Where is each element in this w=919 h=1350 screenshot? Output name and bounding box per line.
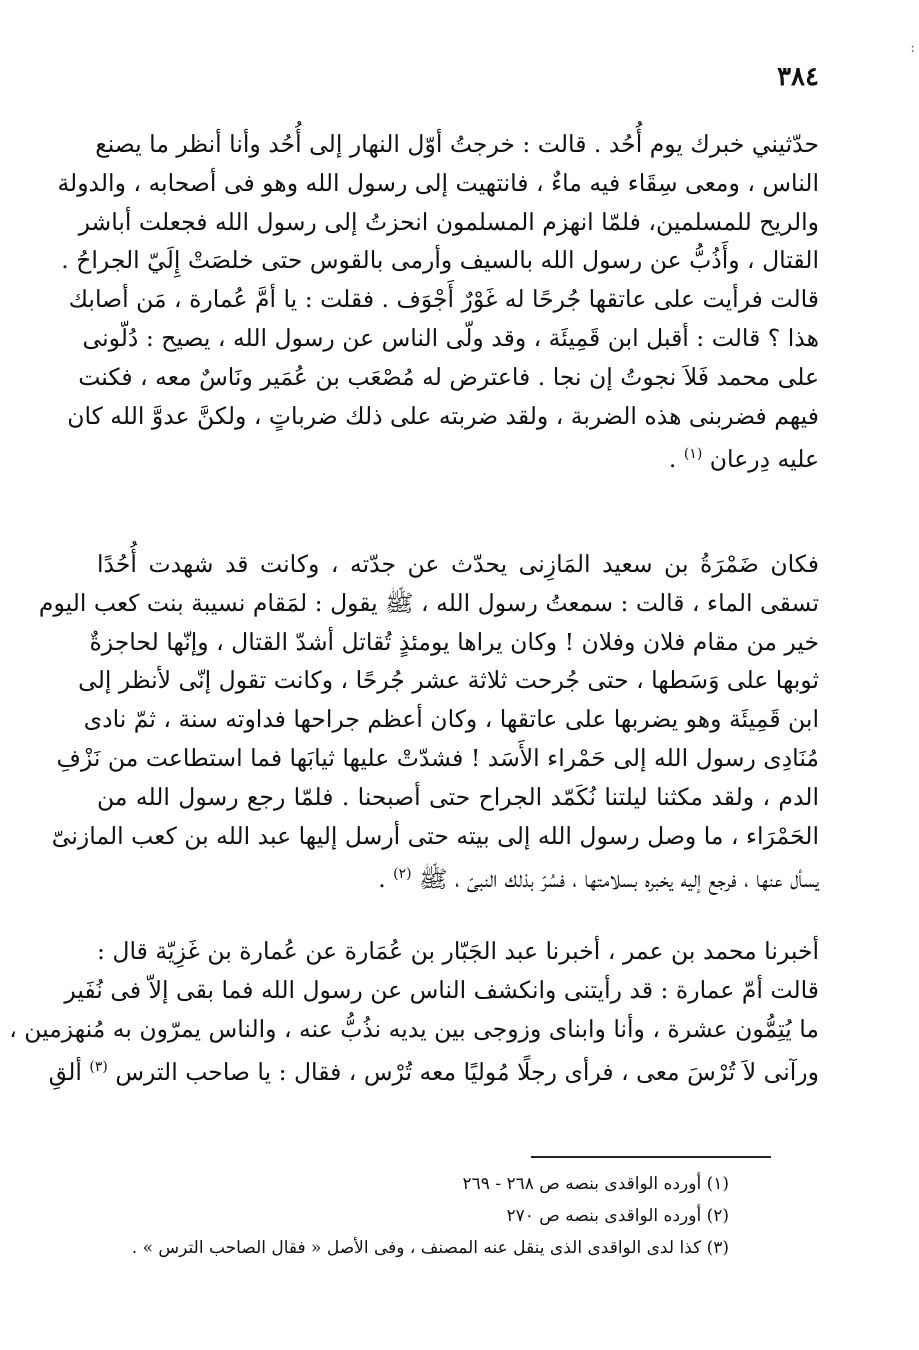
- footnote-1: (١) أورده الواقدى بنصه ص ٢٦٨ - ٢٦٩: [462, 1174, 729, 1194]
- text-line: فكان ضَمْرَةُ بن سعيد المَازِنى يحدّث عن جدّته ، وكانت قد شهدت أُحُدًا: [97, 550, 819, 578]
- text-line-content: ورآنى لاَ تُرْسَ معى ، فرأى رجلًا مُوليًا معه تُرْس ، فقال : يا صاحب الترس: [115, 1058, 819, 1087]
- text-line: الحَمْرَاء ، ما وصل رسول الله إلى بيته حتى أرسل إليها عبد الله بن كعب المازنىّ: [51, 821, 819, 850]
- text-line-last: [48, 1048, 819, 1092]
- text-line: القتال ، وأَذُبُّ عن رسول الله بالسيف وأرمى بالقوس حتى خلصَتْ إِلَيّ الجراحُ .: [61, 246, 819, 275]
- paragraph-3: [9, 932, 819, 1092]
- text-line: قالت فرأيت على عاتقها جُرحًا له غَوْرٌ أَجْوَف . فقلت : يا أمَّ عُمارة ، مَن أصابك: [68, 285, 819, 314]
- text-line: الدم ، ولقد مكثنا ليلتنا نُكَمّد الجراح حتى أصبحنا . فلمّا رجع رسول الله من: [97, 782, 819, 811]
- footnote-ref: (٣): [89, 1059, 108, 1076]
- text-line: والريح للمسلمين، فلمّا انهزم المسلمون انحزتُ إلى رسول الله فجعلت أباشر: [78, 207, 819, 236]
- text-line-tail: ألقِ: [48, 1058, 90, 1087]
- text-line-tail: .: [378, 865, 394, 894]
- footnote-ref: (٢): [393, 866, 412, 883]
- text-line-content: عليه دِرعان: [709, 445, 819, 474]
- text-line-content: يسأل عنها ، فرجع إليه يخبره بسلامتها ، فسُرّ بذلك النبىّ ، ﷺ: [419, 865, 819, 894]
- paragraph-1: [57, 125, 819, 479]
- text-line: فيهم فضربنى هذه الضربة ، ولقد ضربته على ذلك ضرباتٍ ، ولكنَّ عدوَّ الله كان: [67, 401, 819, 430]
- footnote-divider: [531, 1156, 771, 1158]
- text-line: على محمد فَلاَ نجوتُ إن نجا . فاعترض له مُصْعَب بن عُمَير ونَاسٌ معه ، فكنت: [78, 362, 819, 391]
- text-line: هذا ؟ قالت : أقبل ابن قَمِيئَة ، وقد ولّى الناس عن رسول الله ، يصيح : دُلّونى: [82, 323, 819, 352]
- footnote-3: (٣) كذا لدى الواقدى الذى ينقل عنه المصنف ، وفى الأصل « فقال الصاحب الترس » .: [131, 1238, 729, 1258]
- footnote-ref: (١): [683, 446, 703, 463]
- page-number: ٣٨٤: [777, 62, 819, 92]
- footnote-2: (٢) أورده الواقدى بنصه ص ٢٧٠: [506, 1206, 729, 1226]
- text-line: مُنَادِى رسول الله إلى حَمْراء الأَسَد ! فشدّتْ عليها ثيابَها فما استطاعت من نَزْفِ: [56, 743, 819, 772]
- text-line: خير من مقام فلان وفلان ! وكان يراها يومئذٍ تُقاتل أشدّ القتال ، وإنّها لحاجزةٌ: [89, 627, 819, 656]
- text-line: ما يُتِمُّون عشرة ، وأنا وابناى وزوجى بين يديه نذُبُّ عنه ، والناس يمرّون به مُنهزمين ،: [9, 1014, 819, 1043]
- text-line-last: [97, 435, 819, 479]
- text-line: ثوبها على وَسَطها ، حتى جُرحت ثلاثة عشر جُرحًا ، وكانت تقول إنّى لأنظر إلى: [78, 666, 819, 695]
- text-line-tail: .: [668, 445, 684, 474]
- text-line: تسقى الماء ، قالت : سمعتُ رسول الله ، ﷺ يقول : لمَقام نسيبة بنت كعب اليوم: [38, 588, 819, 617]
- text-line: حدّثيني خبرك يوم أُحُد . قالت : خرجتُ أوّل النهار إلى أُحُد وأنا أنظر ما يصنع: [95, 130, 819, 158]
- text-line-last: [97, 855, 819, 899]
- text-line: قالت أمّ عمارة : قد رأيتنى وانكشف الناس عن رسول الله فما بقى إلاّ فى نُفَير: [64, 975, 819, 1004]
- footnotes: [109, 1168, 729, 1264]
- text-line: أخبرنا محمد بن عمر ، أخبرنا عبد الجَبّار بن عُمَارة عن عُمارة بن غَزِيّة قال :: [97, 937, 819, 965]
- paragraph-2: [38, 545, 819, 899]
- text-line: الناس ، ومعى سِقَاء فيه ماءٌ ، فانتهيت إلى رسول الله وهو فى أصحابه ، والدولة: [57, 168, 819, 197]
- margin-mark: :: [910, 40, 915, 56]
- text-line: ابن قَمِيئَة وهو يضربها على عاتقها ، وكان أعظم جراحها فداوته سنة ، ثمّ نادى: [83, 705, 819, 734]
